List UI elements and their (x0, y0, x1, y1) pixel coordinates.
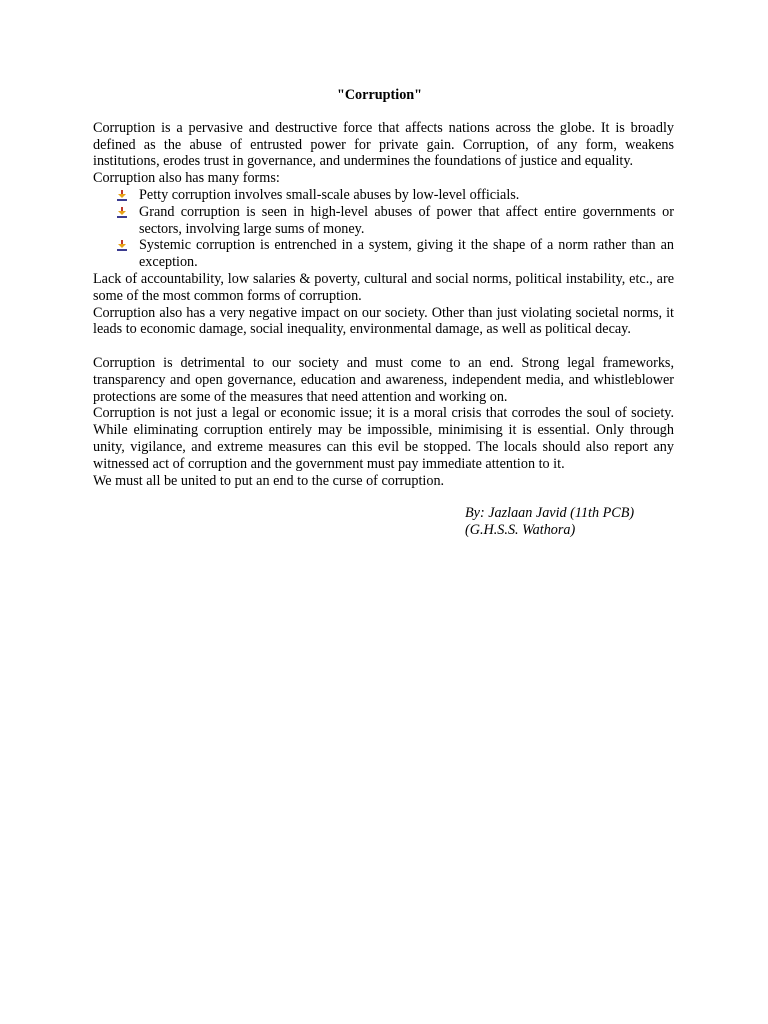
paragraph-spacer (93, 338, 674, 355)
form-grand-text: Grand corruption is seen in high-level abuses of power that affect entire governments or sectors, involving large sums of money. (139, 203, 674, 237)
arrow-bullet-icon (116, 207, 128, 219)
author-line: By: Jazlaan Javid (11th PCB) (465, 505, 635, 522)
moral-paragraph: Corruption is not just a legal or economic issue; it is a moral crisis that corrodes the soul of society. While eliminating corruption entirely may be impossible, minimising it is essential. Only through unity, vigilance, and extreme measures can this evil be stopped. The locals should also report any witnessed act of corruption and the government must pay immediate attention to it. (93, 405, 674, 472)
intro-paragraph: Corruption is a pervasive and destructive force that affects nations across the globe. It is broadly defined as the abuse of entrusted power for private gain. Corruption, of any form, weakens institutions, erodes trust in governance, and undermines the foundations of justice and equality. (93, 119, 674, 170)
list-item (139, 237, 674, 271)
form-systemic-text: Systemic corruption is entrenched in a system, giving it the shape of a norm rather than an exception. (139, 237, 674, 271)
document-title: "Corruption" (336, 87, 423, 103)
list-item (139, 204, 674, 238)
document-page (93, 87, 674, 539)
forms-list (93, 187, 674, 271)
list-item (139, 187, 674, 204)
closing-paragraph: We must all be united to put an end to the curse of corruption. (93, 472, 445, 489)
school-line: (G.H.S.S. Wathora) (465, 522, 576, 539)
form-petty-text: Petty corruption involves small-scale abuses by low-level officials. (139, 186, 520, 203)
impact-paragraph: Corruption also has a very negative impact on our society. Other than just violating societal norms, it leads to economic damage, social inequality, environmental damage, as well as political decay. (93, 304, 674, 338)
signature-block (93, 505, 674, 539)
measures-paragraph: Corruption is detrimental to our society and must come to an end. Strong legal frameworks, transparency and open governance, education and awareness, independent media, and whistleblower protections are some of the measures that need attention and working on. (93, 354, 674, 405)
arrow-bullet-icon (116, 190, 128, 202)
arrow-bullet-icon (116, 240, 128, 252)
causes-paragraph: Lack of accountability, low salaries & poverty, cultural and social norms, political instability, etc., are some of the most common forms of corruption. (93, 270, 674, 304)
forms-heading: Corruption also has many forms: (93, 170, 280, 187)
